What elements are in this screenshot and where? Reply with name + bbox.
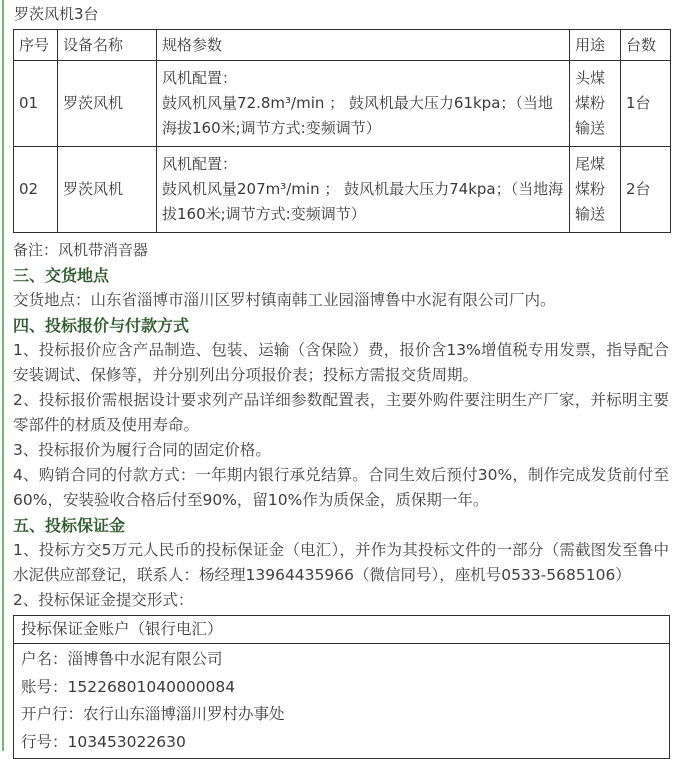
section-quotation-payment <box>13 313 669 513</box>
paragraph: 4、购销合同的付款方式：一年期内银行承兑结算。合同生效后预付30%，制作完成发货前付至60%，安装验收合格后付至90%，留10%作为质保金，质保期一年。 <box>13 466 669 509</box>
page-title: 罗茨风机3台 <box>14 5 99 23</box>
table-row <box>14 147 671 233</box>
deposit-account-details <box>14 644 670 759</box>
bank-branch: 开户行：农行山东淄博淄川罗村办事处 <box>21 705 285 723</box>
section-heading-deposit: 五、投标保证金 <box>13 516 126 535</box>
cell-seq: 01 <box>14 61 58 147</box>
cell-qty: 1台 <box>621 61 671 147</box>
cell-seq: 02 <box>14 147 58 233</box>
cell-equipment-name: 罗茨风机 <box>58 61 157 147</box>
col-header-qty: 台数 <box>621 30 671 61</box>
cell-equipment-name: 罗茨风机 <box>58 147 157 233</box>
paragraph: 交货地点：山东省淄博市淄川区罗村镇南韩工业园淄博鲁中水泥有限公司厂内。 <box>13 291 556 309</box>
paragraph: 1、投标报价应含产品制造、包装、运输（含保险）费，报价含13%增值税专用发票，指导配合安装调试、保修等，并分别列出分项报价表；投标方需报交货周期。 <box>13 341 669 384</box>
section-bid-deposit <box>13 513 669 613</box>
spec-title: 风机配置： <box>162 155 238 173</box>
deposit-table-header-row <box>14 616 670 644</box>
col-header-name: 设备名称 <box>58 30 157 61</box>
bank-account-holder: 户名：淄博鲁中水泥有限公司 <box>21 650 223 668</box>
equipment-table <box>13 29 671 233</box>
cell-spec <box>157 147 570 233</box>
col-header-usage: 用途 <box>570 30 621 61</box>
paragraph: 3、投标报价为履行合同的固定价格。 <box>13 441 271 459</box>
section-heading-delivery: 三、交货地点 <box>13 266 110 285</box>
equipment-table-header-row <box>14 30 671 61</box>
cell-spec <box>157 61 570 147</box>
deposit-account-title: 投标保证金账户（银行电汇） <box>14 616 670 644</box>
paragraph: 2、投标保证金提交形式： <box>13 591 194 609</box>
deposit-table-body-row <box>14 644 670 759</box>
bank-account-number: 账号：15226801040000084 <box>21 677 236 696</box>
col-header-spec: 规格参数 <box>157 30 570 61</box>
cell-usage: 尾煤煤粉输送 <box>570 147 621 233</box>
spec-title: 风机配置： <box>162 69 238 87</box>
col-header-seq: 序号 <box>14 30 58 61</box>
deposit-account-table <box>13 615 670 759</box>
paragraph: 2、投标报价需根据设计要求列产品详细参数配置表，主要外购件要注明生产厂家，并标明主要零部件的材质及使用寿命。 <box>13 391 669 434</box>
bank-branch-number: 行号：103453022630 <box>21 732 186 751</box>
cell-usage: 头煤煤粉输送 <box>570 61 621 147</box>
table-row <box>14 61 671 147</box>
cell-qty: 2台 <box>621 147 671 233</box>
paragraph: 1、投标方交5万元人民币的投标保证金（电汇），并作为其投标文件的一部分（需截图发至鲁中水泥供应部登记，联系人：杨经理13964435966（微信同号），座机号0533-5685106） <box>13 541 669 584</box>
section-delivery <box>13 263 669 313</box>
section-heading-quotation: 四、投标报价与付款方式 <box>13 316 190 335</box>
page-left-accent-border <box>2 0 4 751</box>
spec-detail: 鼓风机风量72.8m³/min ； 鼓风机最大压力61kpa；（当地海拔160米;调节方式:变频调节） <box>162 94 553 137</box>
note-line: 备注：风机带消音器 <box>13 241 149 259</box>
spec-detail: 鼓风机风量207m³/min ； 鼓风机最大压力74kpa；（当地海拔160米;调节方式:变频调节） <box>162 180 564 223</box>
